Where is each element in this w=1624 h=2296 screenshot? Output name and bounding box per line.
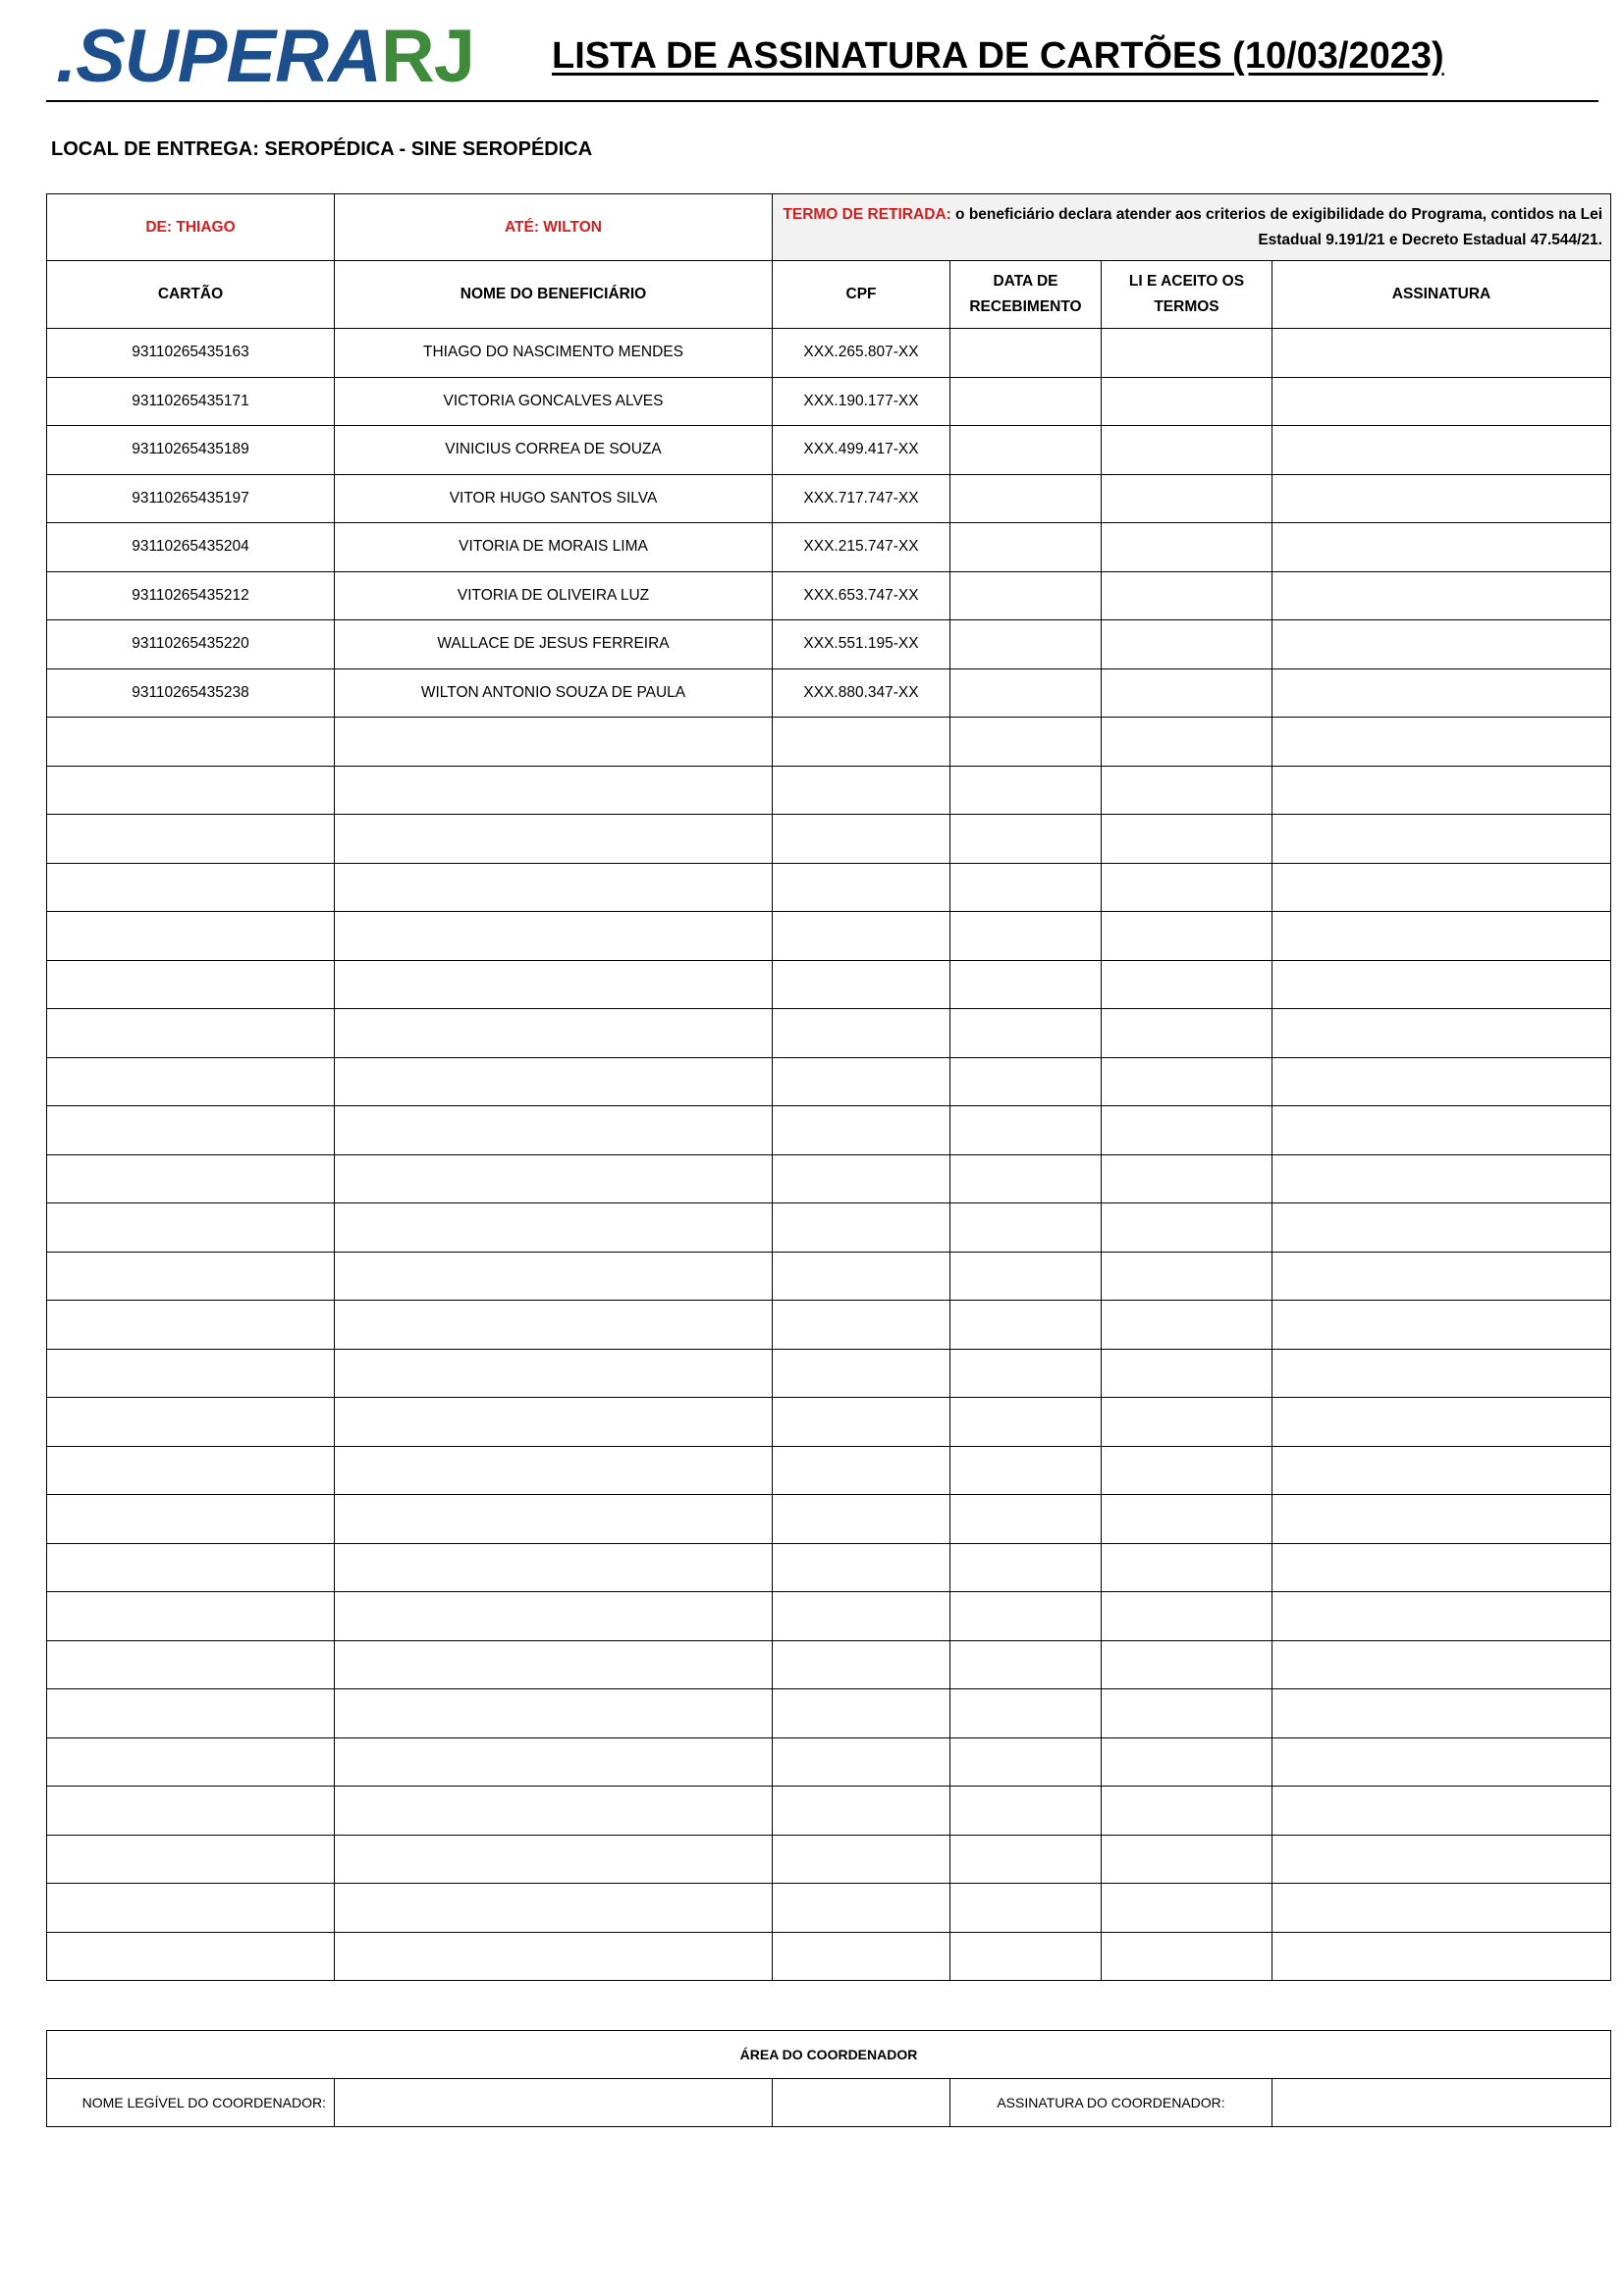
terms-accepted-cell[interactable] xyxy=(1102,815,1272,864)
beneficiary-name-cell xyxy=(335,1154,773,1203)
beneficiary-name-cell xyxy=(335,960,773,1009)
beneficiary-name-cell xyxy=(335,912,773,961)
cpf-cell xyxy=(773,1154,950,1203)
card-number-cell xyxy=(47,1495,335,1544)
beneficiary-name-cell xyxy=(335,1398,773,1447)
beneficiary-name-cell: THIAGO DO NASCIMENTO MENDES xyxy=(335,329,773,378)
receipt-date-cell[interactable] xyxy=(950,1203,1102,1253)
signature-cell[interactable] xyxy=(1272,1154,1611,1203)
card-number-cell xyxy=(47,1640,335,1689)
card-number-cell xyxy=(47,1689,335,1738)
beneficiary-name-cell xyxy=(335,863,773,912)
table-row xyxy=(47,1835,1611,1884)
terms-accepted-cell[interactable] xyxy=(1102,1009,1272,1058)
terms-accepted-cell[interactable] xyxy=(1102,766,1272,815)
signature-cell[interactable] xyxy=(1272,1543,1611,1592)
card-number-cell xyxy=(47,1106,335,1155)
card-number-cell xyxy=(47,1884,335,1933)
terms-accepted-cell[interactable] xyxy=(1102,1154,1272,1203)
table-row xyxy=(47,1495,1611,1544)
range-row xyxy=(47,194,1611,261)
receipt-date-cell[interactable] xyxy=(950,1592,1102,1641)
cpf-cell xyxy=(773,1203,950,1253)
coordinator-blank-cell xyxy=(773,2079,950,2127)
terms-accepted-cell[interactable] xyxy=(1102,863,1272,912)
receipt-date-cell[interactable] xyxy=(950,523,1102,572)
receipt-date-cell[interactable] xyxy=(950,766,1102,815)
beneficiary-name-cell: VINICIUS CORREA DE SOUZA xyxy=(335,426,773,475)
cpf-cell xyxy=(773,1009,950,1058)
signature-cell[interactable] xyxy=(1272,1252,1611,1301)
beneficiary-name-cell xyxy=(335,1737,773,1787)
col-header-signature: ASSINATURA xyxy=(1272,261,1611,329)
table-row xyxy=(47,1689,1611,1738)
cpf-cell xyxy=(773,960,950,1009)
cpf-cell xyxy=(773,863,950,912)
col-header-name: NOME DO BENEFICIÁRIO xyxy=(335,261,773,329)
signature-cell[interactable] xyxy=(1272,1495,1611,1544)
signature-cell[interactable] xyxy=(1272,1057,1611,1106)
receipt-date-cell[interactable] xyxy=(950,960,1102,1009)
card-number-cell xyxy=(47,1543,335,1592)
beneficiary-name-cell xyxy=(335,1932,773,1981)
signature-cell[interactable] xyxy=(1272,1884,1611,1933)
range-to: ATÉ: WILTON xyxy=(335,194,773,261)
col-header-cpf: CPF xyxy=(773,261,950,329)
card-number-cell xyxy=(47,1349,335,1398)
terms-accepted-cell[interactable] xyxy=(1102,1446,1272,1495)
card-number-cell xyxy=(47,912,335,961)
cpf-cell: XXX.190.177-XX xyxy=(773,377,950,426)
cpf-cell xyxy=(773,766,950,815)
terms-accepted-cell[interactable] xyxy=(1102,668,1272,718)
signature-cell[interactable] xyxy=(1272,815,1611,864)
cpf-cell: XXX.653.747-XX xyxy=(773,571,950,620)
table-row xyxy=(47,1446,1611,1495)
beneficiary-name-cell xyxy=(335,718,773,767)
terms-accepted-cell[interactable] xyxy=(1102,1543,1272,1592)
card-number-cell: 93110265435238 xyxy=(47,668,335,718)
terms-accepted-cell[interactable] xyxy=(1102,1689,1272,1738)
card-number-cell xyxy=(47,1203,335,1253)
card-number-cell xyxy=(47,1446,335,1495)
receipt-date-cell[interactable] xyxy=(950,1884,1102,1933)
signature-cell[interactable] xyxy=(1272,1446,1611,1495)
table-row xyxy=(47,1154,1611,1203)
signature-cell[interactable] xyxy=(1272,1787,1611,1836)
terms-accepted-cell[interactable] xyxy=(1102,960,1272,1009)
table-row xyxy=(47,1932,1611,1981)
beneficiary-name-cell: VITORIA DE MORAIS LIMA xyxy=(335,523,773,572)
card-number-cell xyxy=(47,960,335,1009)
card-number-cell xyxy=(47,718,335,767)
signature-cell[interactable] xyxy=(1272,1106,1611,1155)
signature-cell[interactable] xyxy=(1272,620,1611,669)
cpf-cell xyxy=(773,1106,950,1155)
receipt-date-cell[interactable] xyxy=(950,1543,1102,1592)
terms-accepted-cell[interactable] xyxy=(1102,1787,1272,1836)
table-row xyxy=(47,377,1611,426)
cpf-cell xyxy=(773,1495,950,1544)
receipt-date-cell[interactable] xyxy=(950,377,1102,426)
table-row xyxy=(47,960,1611,1009)
cpf-cell: XXX.499.417-XX xyxy=(773,426,950,475)
table-row xyxy=(47,523,1611,572)
terms-accepted-cell[interactable] xyxy=(1102,1640,1272,1689)
beneficiary-name-cell: VITOR HUGO SANTOS SILVA xyxy=(335,474,773,523)
table-row xyxy=(47,329,1611,378)
cpf-cell xyxy=(773,1835,950,1884)
card-number-cell xyxy=(47,1009,335,1058)
receipt-date-cell[interactable] xyxy=(950,1057,1102,1106)
cpf-cell: XXX.717.747-XX xyxy=(773,474,950,523)
terms-accepted-cell[interactable] xyxy=(1102,1495,1272,1544)
terms-accepted-cell[interactable] xyxy=(1102,718,1272,767)
cpf-cell xyxy=(773,1932,950,1981)
cpf-cell xyxy=(773,1592,950,1641)
table-row xyxy=(47,1106,1611,1155)
cpf-cell xyxy=(773,815,950,864)
table-row xyxy=(47,1543,1611,1592)
card-number-cell xyxy=(47,1057,335,1106)
col-header-terms: LI E ACEITO OS TERMOS xyxy=(1102,261,1272,329)
card-number-cell xyxy=(47,1932,335,1981)
signature-cell[interactable] xyxy=(1272,718,1611,767)
terms-accepted-cell[interactable] xyxy=(1102,474,1272,523)
table-row xyxy=(47,1009,1611,1058)
receipt-date-cell[interactable] xyxy=(950,1446,1102,1495)
terms-accepted-cell[interactable] xyxy=(1102,1252,1272,1301)
cpf-cell xyxy=(773,1057,950,1106)
card-number-cell: 93110265435163 xyxy=(47,329,335,378)
cpf-cell: XXX.880.347-XX xyxy=(773,668,950,718)
receipt-date-cell[interactable] xyxy=(950,718,1102,767)
beneficiary-name-cell xyxy=(335,1349,773,1398)
receipt-date-cell[interactable] xyxy=(950,1106,1102,1155)
terms-accepted-cell[interactable] xyxy=(1102,1106,1272,1155)
table-row xyxy=(47,1349,1611,1398)
signature-cell[interactable] xyxy=(1272,1301,1611,1350)
table-row xyxy=(47,1398,1611,1447)
beneficiary-name-cell xyxy=(335,1252,773,1301)
receipt-date-cell[interactable] xyxy=(950,912,1102,961)
terms-accepted-cell[interactable] xyxy=(1102,1349,1272,1398)
terms-accepted-cell[interactable] xyxy=(1102,912,1272,961)
cpf-cell: XXX.265.807-XX xyxy=(773,329,950,378)
beneficiary-name-cell xyxy=(335,815,773,864)
beneficiary-name-cell: WALLACE DE JESUS FERREIRA xyxy=(335,620,773,669)
receipt-date-cell[interactable] xyxy=(950,1349,1102,1398)
column-header-row xyxy=(47,261,1611,329)
signature-cell[interactable] xyxy=(1272,1689,1611,1738)
cpf-cell xyxy=(773,1398,950,1447)
beneficiary-name-cell xyxy=(335,766,773,815)
receipt-date-cell[interactable] xyxy=(950,426,1102,475)
cpf-cell xyxy=(773,1252,950,1301)
col-header-card: CARTÃO xyxy=(47,261,335,329)
table-row xyxy=(47,1592,1611,1641)
beneficiary-name-cell xyxy=(335,1495,773,1544)
table-row xyxy=(47,766,1611,815)
receipt-date-cell[interactable] xyxy=(950,815,1102,864)
cpf-cell xyxy=(773,1301,950,1350)
beneficiary-name-cell xyxy=(335,1009,773,1058)
beneficiary-name-cell xyxy=(335,1446,773,1495)
receipt-date-cell[interactable] xyxy=(950,1689,1102,1738)
document-header xyxy=(46,15,1598,102)
beneficiary-name-cell xyxy=(335,1787,773,1836)
beneficiary-name-cell xyxy=(335,1057,773,1106)
signature-cell[interactable] xyxy=(1272,1009,1611,1058)
signature-cell[interactable] xyxy=(1272,1835,1611,1884)
beneficiary-name-cell xyxy=(335,1640,773,1689)
table-row xyxy=(47,474,1611,523)
range-from: DE: THIAGO xyxy=(47,194,335,261)
beneficiary-name-cell xyxy=(335,1884,773,1933)
table-row xyxy=(47,1057,1611,1106)
table-row xyxy=(47,863,1611,912)
cpf-cell xyxy=(773,912,950,961)
card-number-cell xyxy=(47,1301,335,1350)
signature-cell[interactable] xyxy=(1272,668,1611,718)
card-number-cell: 93110265435212 xyxy=(47,571,335,620)
table-row xyxy=(47,1884,1611,1933)
receipt-date-cell[interactable] xyxy=(950,1932,1102,1981)
cpf-cell: XXX.551.195-XX xyxy=(773,620,950,669)
beneficiary-name-cell xyxy=(335,1835,773,1884)
terms-label: TERMO DE RETIRADA: xyxy=(783,205,951,223)
cpf-cell: XXX.215.747-XX xyxy=(773,523,950,572)
signature-cell[interactable] xyxy=(1272,1349,1611,1398)
card-number-cell xyxy=(47,1398,335,1447)
cpf-cell xyxy=(773,1787,950,1836)
card-number-cell xyxy=(47,1787,335,1836)
table-row xyxy=(47,668,1611,718)
withdrawal-terms xyxy=(773,194,1611,261)
terms-accepted-cell[interactable] xyxy=(1102,523,1272,572)
receipt-date-cell[interactable] xyxy=(950,620,1102,669)
signature-cell[interactable] xyxy=(1272,474,1611,523)
cpf-cell xyxy=(773,1884,950,1933)
signature-cell[interactable] xyxy=(1272,1737,1611,1787)
terms-accepted-cell[interactable] xyxy=(1102,1835,1272,1884)
receipt-date-cell[interactable] xyxy=(950,571,1102,620)
receipt-date-cell[interactable] xyxy=(950,1252,1102,1301)
receipt-date-cell[interactable] xyxy=(950,1301,1102,1350)
beneficiary-name-cell: VITORIA DE OLIVEIRA LUZ xyxy=(335,571,773,620)
cpf-cell xyxy=(773,1349,950,1398)
signature-cell[interactable] xyxy=(1272,1203,1611,1253)
table-row xyxy=(47,815,1611,864)
signature-cell[interactable] xyxy=(1272,1932,1611,1981)
receipt-date-cell[interactable] xyxy=(950,1398,1102,1447)
table-row xyxy=(47,1737,1611,1787)
beneficiary-name-cell xyxy=(335,1301,773,1350)
receipt-date-cell[interactable] xyxy=(950,668,1102,718)
signature-cell[interactable] xyxy=(1272,766,1611,815)
terms-accepted-cell[interactable] xyxy=(1102,1884,1272,1933)
terms-accepted-cell[interactable] xyxy=(1102,1932,1272,1981)
receipt-date-cell[interactable] xyxy=(950,1009,1102,1058)
receipt-date-cell[interactable] xyxy=(950,1154,1102,1203)
beneficiary-name-cell xyxy=(335,1203,773,1253)
signature-cell[interactable] xyxy=(1272,912,1611,961)
table-row xyxy=(47,912,1611,961)
terms-accepted-cell[interactable] xyxy=(1102,1057,1272,1106)
table-row xyxy=(47,718,1611,767)
card-number-cell xyxy=(47,1252,335,1301)
receipt-date-cell[interactable] xyxy=(950,474,1102,523)
coordinator-signature-label: ASSINATURA DO COORDENADOR: xyxy=(950,2079,1272,2127)
cpf-cell xyxy=(773,718,950,767)
signature-cell[interactable] xyxy=(1272,523,1611,572)
card-number-cell: 93110265435220 xyxy=(47,620,335,669)
card-number-cell: 93110265435189 xyxy=(47,426,335,475)
signature-cell[interactable] xyxy=(1272,1592,1611,1641)
receipt-date-cell[interactable] xyxy=(950,1787,1102,1836)
receipt-date-cell[interactable] xyxy=(950,1495,1102,1544)
card-number-cell xyxy=(47,815,335,864)
signature-cell[interactable] xyxy=(1272,377,1611,426)
coordinator-name-field[interactable] xyxy=(335,2079,773,2127)
signature-cell[interactable] xyxy=(1272,960,1611,1009)
terms-accepted-cell[interactable] xyxy=(1102,620,1272,669)
table-row xyxy=(47,1640,1611,1689)
card-number-cell: 93110265435171 xyxy=(47,377,335,426)
coordinator-area xyxy=(46,2030,1611,2127)
beneficiary-name-cell xyxy=(335,1689,773,1738)
card-number-cell xyxy=(47,766,335,815)
beneficiary-name-cell xyxy=(335,1592,773,1641)
terms-text: o beneficiário declara atender aos criterios de exigibilidade do Programa, contidos na Lei Estadual 9.191/21 e Decreto Estadual 47.544/21. xyxy=(950,205,1602,248)
card-number-cell: 93110265435197 xyxy=(47,474,335,523)
beneficiary-name-cell: VICTORIA GONCALVES ALVES xyxy=(335,377,773,426)
cpf-cell xyxy=(773,1689,950,1738)
signature-cell[interactable] xyxy=(1272,329,1611,378)
card-number-cell xyxy=(47,1737,335,1787)
terms-accepted-cell[interactable] xyxy=(1102,329,1272,378)
table-row xyxy=(47,1787,1611,1836)
receipt-date-cell[interactable] xyxy=(950,1737,1102,1787)
signature-cell[interactable] xyxy=(1272,1640,1611,1689)
signature-cell[interactable] xyxy=(1272,863,1611,912)
cpf-cell xyxy=(773,1640,950,1689)
card-number-cell xyxy=(47,1592,335,1641)
table-row xyxy=(47,620,1611,669)
card-number-cell: 93110265435204 xyxy=(47,523,335,572)
table-row xyxy=(47,1301,1611,1350)
coordinator-area-title: ÁREA DO COORDENADOR xyxy=(47,2031,1611,2079)
terms-accepted-cell[interactable] xyxy=(1102,1592,1272,1641)
receipt-date-cell[interactable] xyxy=(950,1640,1102,1689)
terms-accepted-cell[interactable] xyxy=(1102,1398,1272,1447)
terms-accepted-cell[interactable] xyxy=(1102,571,1272,620)
table-row xyxy=(47,1203,1611,1253)
signature-cell[interactable] xyxy=(1272,1398,1611,1447)
terms-accepted-cell[interactable] xyxy=(1102,1203,1272,1253)
terms-accepted-cell[interactable] xyxy=(1102,1301,1272,1350)
cpf-cell xyxy=(773,1446,950,1495)
table-row xyxy=(47,1252,1611,1301)
col-header-date: DATA DE RECEBIMENTO xyxy=(950,261,1102,329)
cpf-cell xyxy=(773,1543,950,1592)
receipt-date-cell[interactable] xyxy=(950,1835,1102,1884)
table-row xyxy=(47,426,1611,475)
signature-table xyxy=(46,193,1611,1981)
cpf-cell xyxy=(773,1737,950,1787)
logo-text-supera: .SUPERA xyxy=(56,15,381,98)
signature-cell[interactable] xyxy=(1272,426,1611,475)
card-number-cell xyxy=(47,863,335,912)
table-row xyxy=(47,571,1611,620)
receipt-date-cell[interactable] xyxy=(950,863,1102,912)
delivery-location: LOCAL DE ENTREGA: SEROPÉDICA - SINE SEROPÉDICA xyxy=(51,138,593,160)
beneficiary-name-cell xyxy=(335,1106,773,1155)
beneficiary-name-cell: WILTON ANTONIO SOUZA DE PAULA xyxy=(335,668,773,718)
logo-text-rj: RJ xyxy=(380,15,474,98)
terms-accepted-cell[interactable] xyxy=(1102,426,1272,475)
terms-accepted-cell[interactable] xyxy=(1102,377,1272,426)
document-title: LISTA DE ASSINATURA DE CARTÕES (10/03/2023) xyxy=(552,35,1444,77)
receipt-date-cell[interactable] xyxy=(950,329,1102,378)
card-number-cell xyxy=(47,1835,335,1884)
terms-accepted-cell[interactable] xyxy=(1102,1737,1272,1787)
beneficiary-name-cell xyxy=(335,1543,773,1592)
coordinator-signature-field[interactable] xyxy=(1272,2079,1611,2127)
card-number-cell xyxy=(47,1154,335,1203)
coordinator-name-label: NOME LEGÍVEL DO COORDENADOR: xyxy=(47,2079,335,2127)
signature-cell[interactable] xyxy=(1272,571,1611,620)
